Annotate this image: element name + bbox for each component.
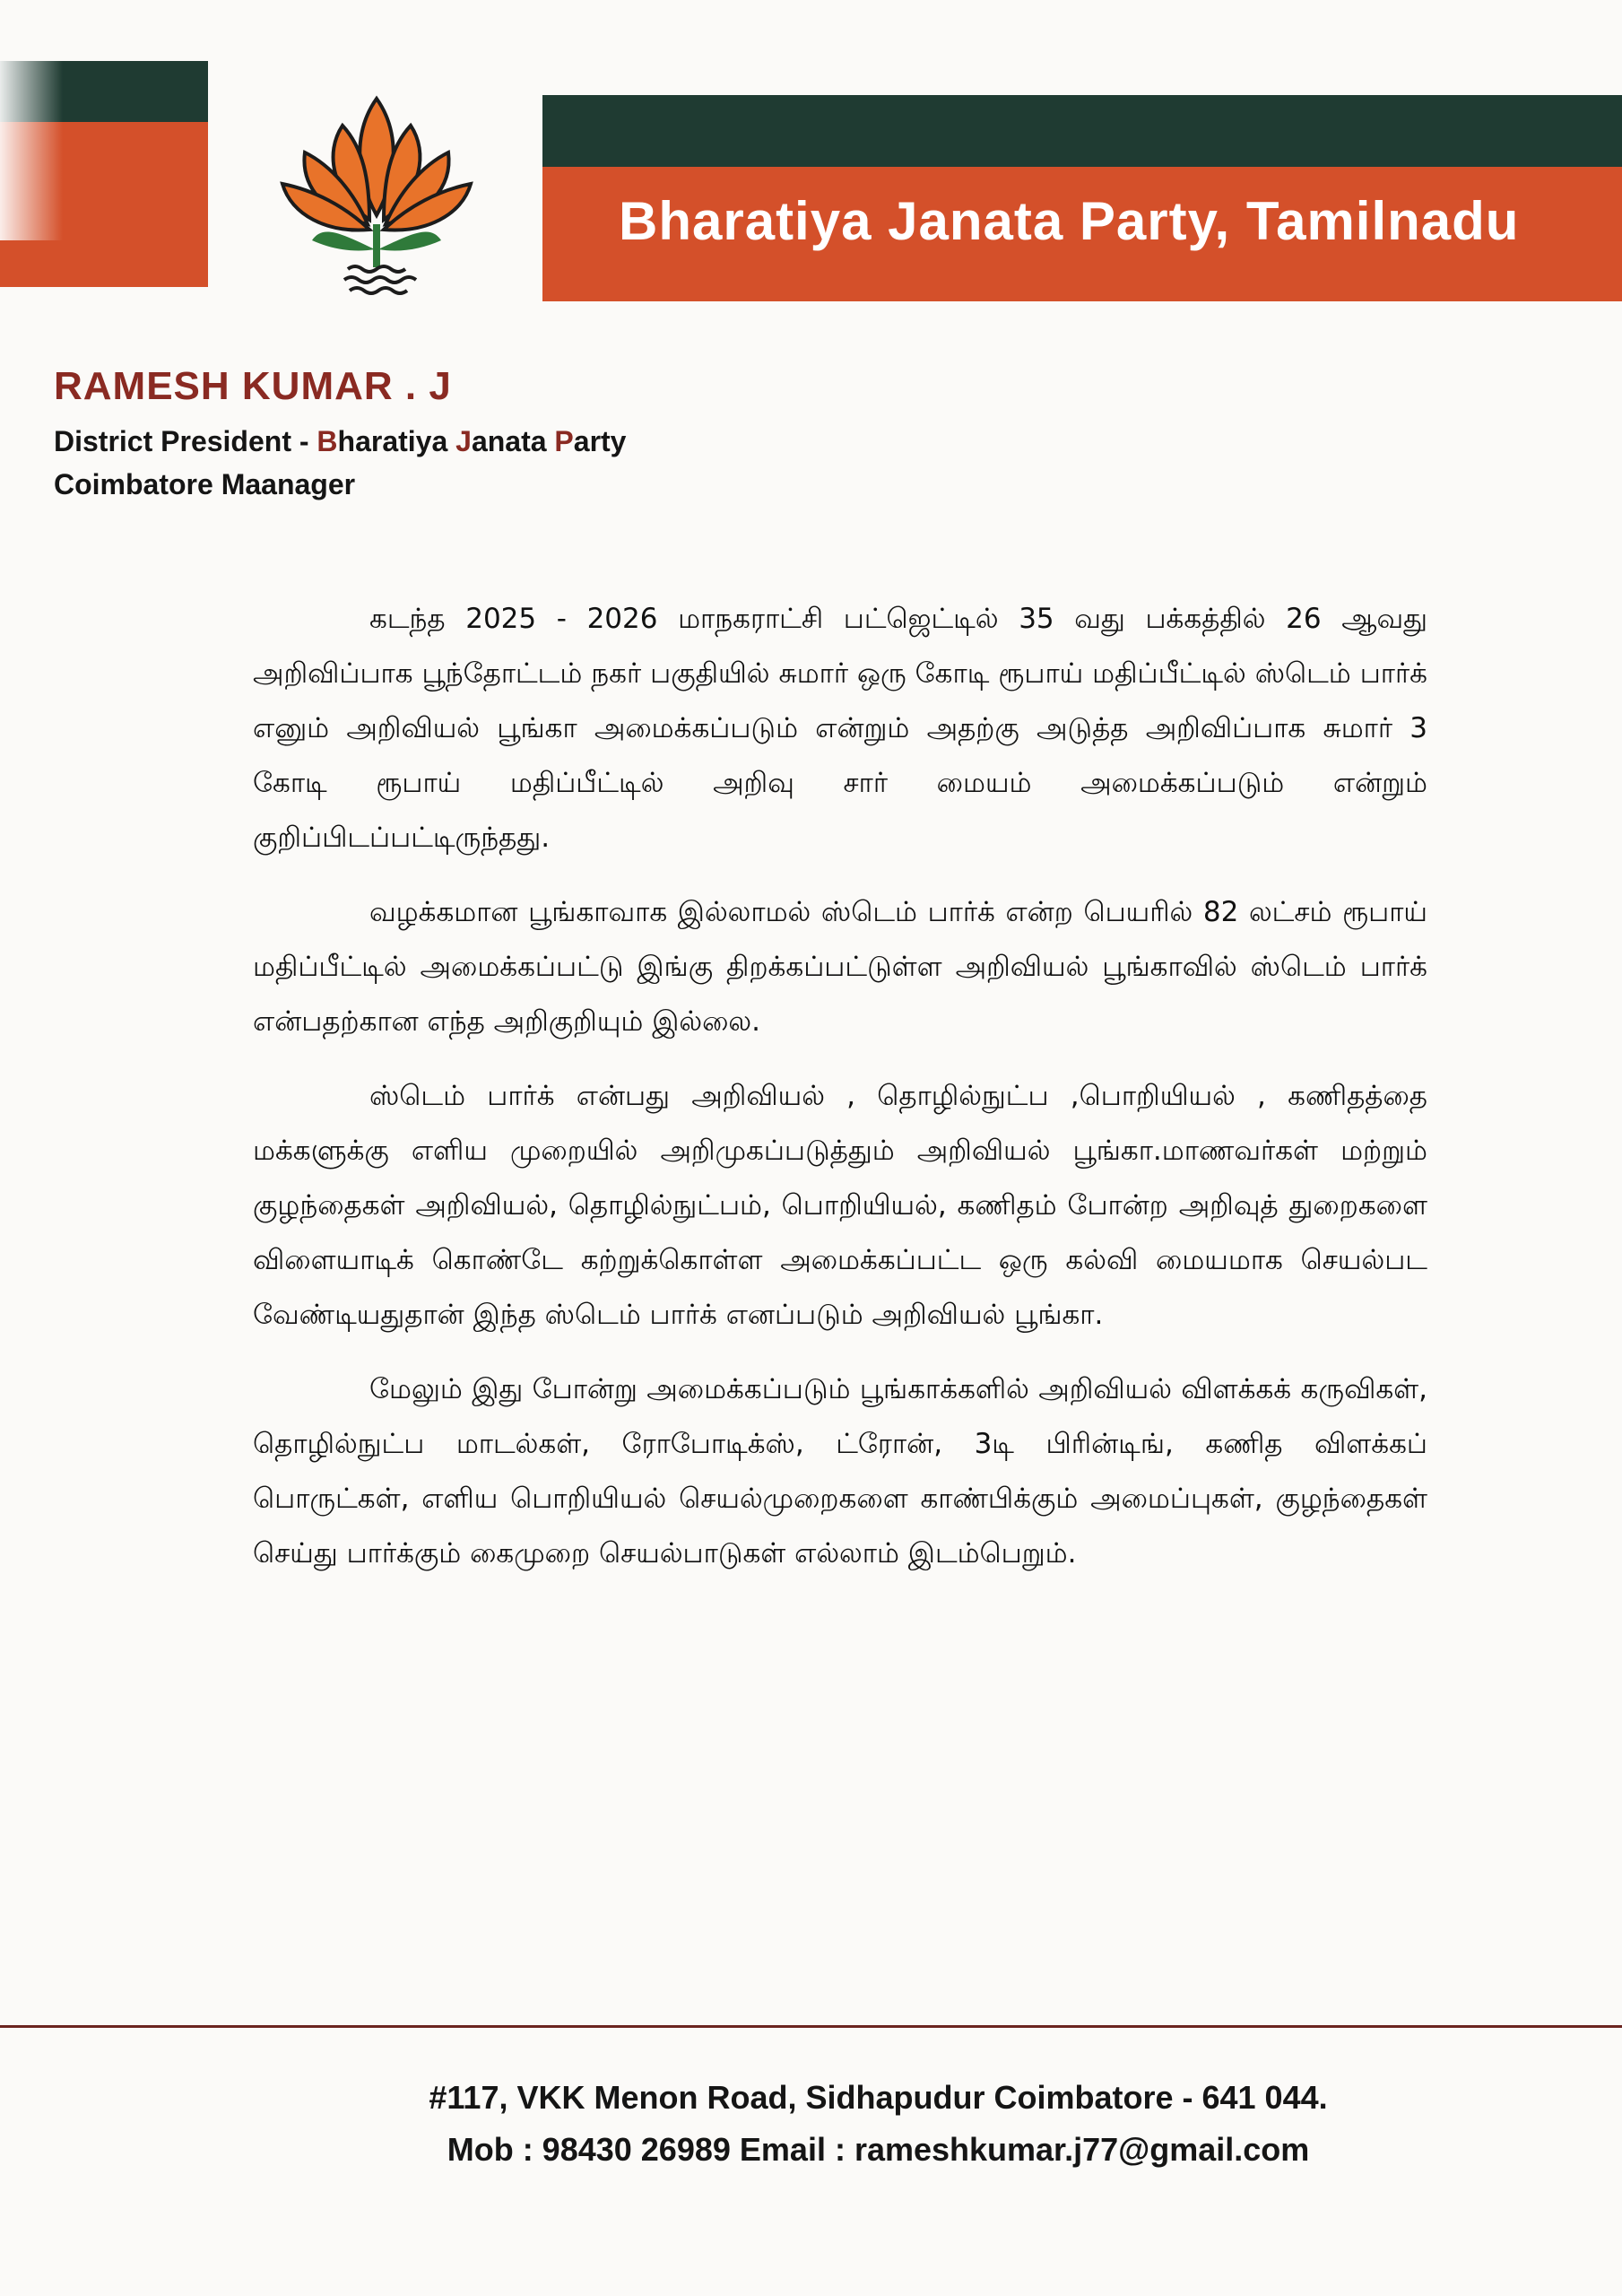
footer-contact: Mob : 98430 26989 Email : rameshkumar.j77@gmail.com [447, 2131, 1310, 2168]
body-paragraph-4: மேலும் இது போன்று அமைக்கப்படும் பூங்காக்களில் அறிவியல் விளக்கக் கருவிகள், தொழில்நுட்ப மாடல்கள், ரோபோடிக்ஸ், ட்ரோன், 3டி பிரின்டிங், கணித விளக்கப் பொருட்கள், எளிய பொறியியல் செயல்முறைகளை காண்பிக்கும் அமைப்புகள், குழந்தைகள் செய்து பார்க்கும் கைமுறை செயல்பாடுகள் எல்லாம் இடம்பெறும். [253, 1373, 1427, 1570]
role-letter-j: J [455, 425, 472, 457]
sender-role [54, 425, 626, 458]
role-prefix: District President - [54, 425, 317, 457]
body-paragraph-3: ஸ்டெம் பார்க் என்பது அறிவியல் , தொழில்நுட்ப ,பொறியியல் , கணிதத்தை மக்களுக்கு எளிய முறையில் அறிமுகப்படுத்தும் அறிவியல் பூங்கா.மாணவர்கள் மற்றும் குழந்தைகள் அறிவியல், தொழில்நுட்பம், பொறியியல், கணிதம் போன்ற அறிவுத் துறைகளை விளையாடிக் கொண்டே கற்றுக்கொள்ள அமைக்கப்பட்ட ஒரு கல்வி மையமாக செயல்பட வேண்டியதுதான் இந்த ஸ்டெம் பார்க் எனப்படும் அறிவியல் பூங்கா. [253, 1080, 1427, 1331]
sender-name: RAMESH KUMAR . J [54, 364, 452, 408]
header-right-green-band [542, 95, 1622, 167]
role-mid-2: anata [471, 425, 555, 457]
banner-title: Bharatiya Janata Party, Tamilnadu [619, 191, 1520, 251]
sender-location: Coimbatore Maanager [54, 468, 356, 500]
footer-address: #117, VKK Menon Road, Sidhapudur Coimbatore - 641 044. [429, 2079, 1328, 2116]
role-end: arty [573, 425, 627, 457]
letter-body [253, 592, 1427, 1601]
body-paragraph-2: வழக்கமான பூங்காவாக இல்லாமல் ஸ்டெம் பார்க் என்ற பெயரில் 82 லட்சம் ரூபாய் மதிப்பீட்டில் அமைக்கப்பட்டு இங்கு திறக்கப்பட்டுள்ள அறிவியல் பூங்காவில் ஸ்டெம் பார்க் என்பதற்கான எந்த அறிகுறியும் இல்லை. [253, 896, 1427, 1038]
body-paragraph-1: கடந்த 2025 - 2026 மாநகராட்சி பட்ஜெட்டில் 35 வது பக்கத்தில் 26 ஆவது அறிவிப்பாக பூந்தோட்டம் நகர் பகுதியில் சுமார் ஒரு கோடி ரூபாய் மதிப்பீட்டில் ஸ்டெம் பார்க் எனும் அறிவியல் பூங்கா அமைக்கப்படும் என்றும் அதற்கு அடுத்த அறிவிப்பாக சுமார் 3 கோடி ரூபாய் மதிப்பீட்டில் அறிவு சார் மையம் அமைக்கப்படும் என்றும் குறிப்பிடப்பட்டிருந்தது. [253, 603, 1427, 854]
role-mid-1: haratiya [337, 425, 456, 457]
pen-shadow [0, 61, 63, 240]
footer-divider [0, 2025, 1622, 2028]
role-letter-p: P [554, 425, 574, 457]
role-letter-b: B [317, 425, 338, 457]
bjp-lotus-logo-icon [269, 90, 484, 296]
